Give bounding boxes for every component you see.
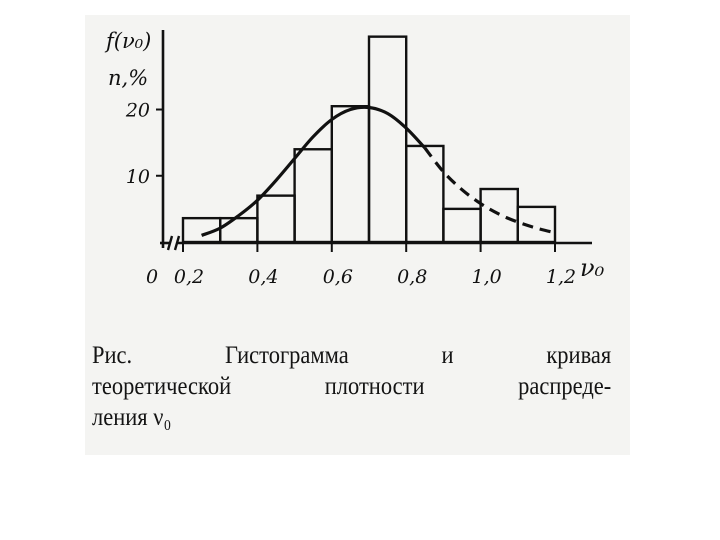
x-tick-label: 1,2: [545, 266, 577, 288]
x-tick-label: 0,2: [173, 266, 205, 288]
caption-line-3: ления ν₀: [92, 404, 172, 431]
histogram-bar: [443, 209, 480, 242]
histogram-bar: [369, 37, 406, 242]
origin-label: 0: [145, 266, 159, 288]
caption-word: Гистограмма: [224, 342, 349, 369]
caption-word: теоретической: [92, 373, 232, 400]
x-axis-label: ν₀: [580, 254, 605, 282]
y-axis-label-line-1: f(ν₀): [106, 29, 152, 53]
density-curve-solid: [202, 107, 425, 235]
ticks: [125, 100, 576, 288]
caption-word: Рис.: [92, 342, 133, 369]
histogram-bar: [406, 146, 443, 242]
caption-word: кривая: [546, 342, 612, 369]
x-tick-label: 0,8: [397, 266, 428, 288]
y-tick-label: 10: [125, 165, 150, 188]
caption-line-1: [92, 340, 611, 371]
histogram-bar: [295, 149, 332, 242]
histogram-bar: [481, 189, 518, 242]
y-tick-label: 20: [125, 99, 150, 122]
y-axis-label-line-2: n,%: [108, 66, 149, 90]
density-curve: [202, 107, 555, 235]
x-tick-label: 1,0: [471, 266, 502, 288]
x-tick-label: 0,4: [248, 266, 279, 288]
figure-caption: [92, 340, 612, 433]
caption-word: распреде-: [518, 373, 612, 400]
histogram-bar: [332, 106, 369, 242]
histogram-bar: [220, 218, 257, 242]
x-tick-label: 0,6: [322, 266, 353, 288]
histogram-bar: [257, 196, 294, 242]
caption-word: и: [441, 342, 454, 369]
caption-line-2: [92, 371, 611, 402]
caption-word: плотности: [324, 373, 425, 400]
histogram-bars: [183, 37, 555, 242]
